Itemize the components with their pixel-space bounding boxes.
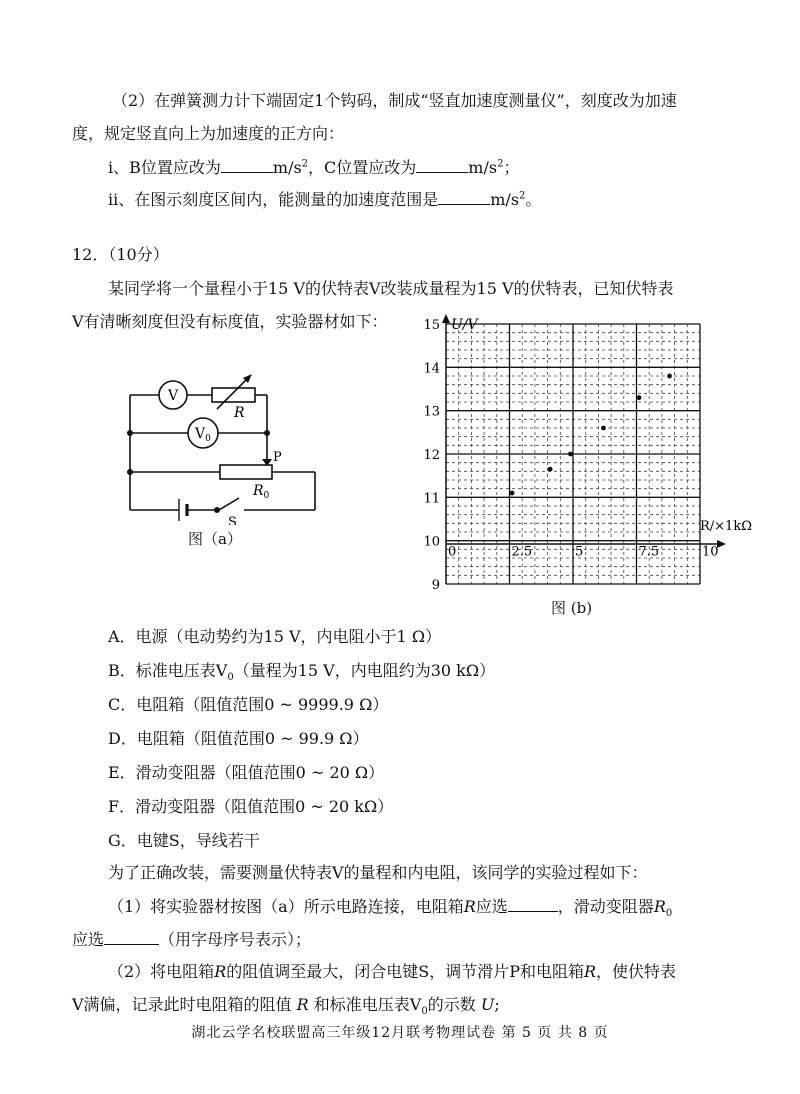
q11-ii-period: 。	[525, 190, 542, 209]
option-b: B．标准电压表$V_0$（量程为15 V，内电阻约为30 kΩ）	[108, 661, 496, 684]
x-tick-label: 2.5	[511, 544, 533, 560]
process-intro: 为了正确改装，需要测量伏特表V的量程和内电阻，该同学的实验过程如下：	[108, 863, 648, 882]
q11-part2-line1: （2）在弹簧测力计下端固定1个钩码，制成“竖直加速度测量仪”，刻度改为加速	[112, 91, 677, 110]
q11-i-text-a: i、B位置应改为	[108, 158, 221, 177]
q11-ii-unit: $m/s^2$	[490, 190, 526, 209]
y-tick-label: 14	[423, 361, 440, 377]
q11-part2-line2: 度，规定竖直向上为加速度的正方向：	[72, 124, 345, 143]
y-tick-label: 11	[423, 491, 440, 507]
q12-number: 12．（10分）	[72, 245, 169, 264]
q11-sub-i	[108, 156, 519, 179]
meter-v0-label: $V_0$	[195, 426, 211, 444]
y-tick-label: 10	[423, 534, 440, 550]
option-d: D．电阻箱（阻值范围0 ~ 99.9 Ω）	[108, 729, 369, 748]
meter-v-label: V	[167, 388, 179, 404]
y-tick-label: 15	[423, 318, 440, 333]
q11-i-unit-2: $m/s^2$	[468, 158, 504, 177]
step2-line2: V满偏，记录此时电阻箱的阻值 R 和标准电压表$V_0$的示数 U;	[72, 995, 500, 1018]
circuit-diagram	[115, 365, 335, 525]
step1-line1: （1）将实验器材按图（a）所示电路连接，电阻箱R应选 ，滑动变阻器$R_0$	[108, 897, 673, 920]
rheostat-label: $R_0$	[253, 483, 270, 501]
option-c: C．电阻箱（阻值范围0 ~ 9999.9 Ω）	[108, 695, 389, 714]
q11-blank-c[interactable]	[416, 156, 468, 173]
q12-intro-line2: V有清晰刻度但没有标度值，实验器材如下：	[72, 312, 388, 331]
option-f: F．滑动变阻器（阻值范围0 ~ 20 kΩ）	[108, 797, 394, 816]
blank-resistor-box[interactable]	[508, 895, 558, 912]
blank-rheostat[interactable]	[104, 928, 159, 945]
y-axis-arrow	[442, 314, 450, 323]
data-point	[568, 452, 573, 457]
q11-ii-text: ii、在图示刻度区间内，能测量的加速度范围是	[108, 190, 439, 209]
step2-line1: （2）将电阻箱R的阻值调至最大，闭合电键S，调节滑片P和电阻箱R，使伏特表	[108, 962, 677, 981]
q11-sub-ii	[108, 188, 541, 211]
data-point	[548, 467, 553, 472]
y-tick-label: 13	[423, 404, 440, 420]
step1-line2: 应选 （用字母序号表示）；	[72, 930, 312, 949]
resistor-box-label: R	[234, 405, 245, 421]
q11-i-text-c: ，C位置应改为	[308, 158, 417, 177]
x-tick-label: 5	[575, 544, 584, 560]
q11-i-semicolon: ；	[503, 158, 520, 177]
data-point	[601, 426, 606, 431]
x-axis-label: R/×1kΩ	[700, 519, 752, 534]
y-axis-label: U/V	[451, 317, 478, 333]
data-point	[637, 395, 642, 400]
q11-i-unit-1: $m/s^2$	[272, 158, 309, 177]
graph-caption: 图 (b)	[551, 599, 593, 617]
data-point	[510, 491, 515, 496]
graph-b	[418, 308, 768, 598]
q11-blank-b[interactable]	[221, 156, 273, 173]
circuit-caption: 图（a）	[188, 530, 242, 548]
x-tick-label: 7.5	[638, 544, 660, 560]
q11-blank-range[interactable]	[438, 188, 490, 205]
option-a: A．电源（电动势约为15 V，内电阻小于1 Ω）	[108, 627, 442, 646]
switch-label: S	[228, 515, 237, 525]
x-tick-label: 0	[448, 544, 457, 560]
slider-p-label: P	[273, 450, 282, 465]
x-tick-label: 10	[702, 544, 719, 560]
page-footer: 湖北云学名校联盟高三年级12月联考物理试卷 第 5 页 共 8 页	[191, 1025, 609, 1041]
option-e: E．滑动变阻器（阻值范围0 ~ 20 Ω）	[108, 763, 385, 782]
option-g: G．电键S，导线若干	[108, 831, 260, 850]
y-tick-label: 12	[423, 448, 440, 463]
y-tick-label: 9	[431, 578, 440, 593]
q12-intro-line1: 某同学将一个量程小于15 V的伏特表V改装成量程为15 V的伏特表，已知伏特表	[108, 279, 674, 298]
data-point	[667, 374, 672, 379]
